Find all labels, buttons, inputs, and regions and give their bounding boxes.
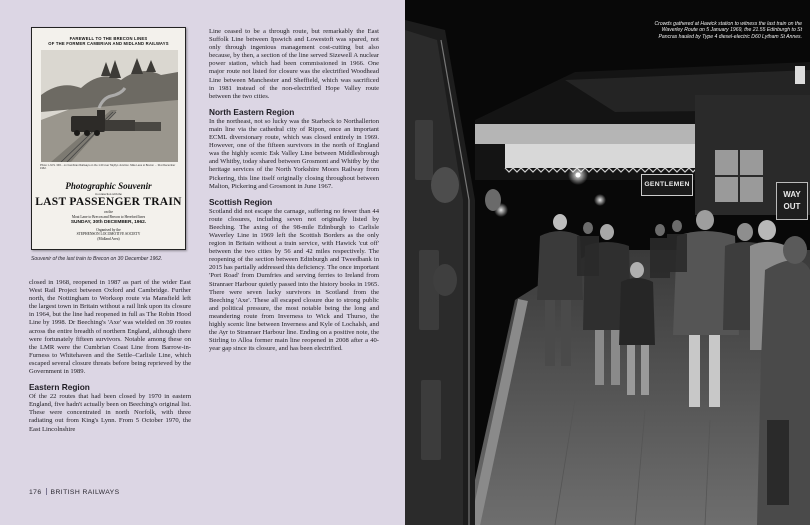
way-out-sign (776, 182, 808, 220)
body-paragraph: closed in 1968, reopened in 1987 as part of the wider East West Rail Project between Oxford and Cambridge. Further north, the Nottingham to Worksop route via Mansfield left the largest town in Britain without a rail link upon its closure in 1964, but the line had reopened in full as The Robin Hood Line by 1998. Dr Beeching's 'Axe' was wielded on 39 routes across the entire breadth of northern England, although there were fortunately fifteen survivors. Notable among these on the LMR were the Cumbrian Coast Line from Barrow-in-Furness to Whitehaven and the Settle–Carlisle Line, which escaped several closure threats before being reprieved by the Government in 1989. (29, 279, 191, 376)
poster-organiser-line: STEPHENSON LOCOMOTIVE SOCIETY (76, 232, 141, 237)
section-heading-eastern-region: Eastern Region (29, 382, 90, 393)
poster-route-line: Moat Lane to Brecon and Brecon to Hereford lines (71, 214, 146, 219)
way-out-sign-line: OUT (783, 202, 801, 211)
poster-souvenir-title: Photographic Souvenir (65, 181, 152, 191)
photo-caption: Crowds gathered at Hawick station to witness the last train on the Waverley Route on 5 January 1969, the 21.55 Edinburgh to St Pancras hauled by Type 4 diesel-electric D60 Lytham St Annes. (654, 21, 802, 40)
body-paragraph: Scotland did not escape the carnage, suffering no fewer than 44 route closures, including seven not originally listed by Beeching. The axing of the 98-mile Edinburgh to Carlisle Waverley Line in 1969 left the Scottish Borders as the only region in Britain without a train service, with Hawick 'cut off' between the two cities by 56 and 42 miles respectively. The reopening of the section between Edinburgh and Tweedbank in 2015 has partially addressed this deficiency. The once important 'Port Road' from Dumfries and serving ferries to Ireland from Stranraer Harbour quietly passed into the history books in 1965. There were seven lucky survivors in Scotland from the Beeching 'Axe'. These all escaped closure due to strong public and political pressure, the most notable being the long and meandering route from Inverness to Wick and Thurso, the highly scenic line between Inverness and Kyle of Lochalsh, and the Ayr to Stranraer Harbour line. Ending on a positive note, the Stirling to Alloa former main line reopened in 2008 after a 40-year gap since its closure, and has been electrified. (209, 207, 379, 353)
poster-date: SUNDAY, 30th DECEMBER, 1962. (70, 220, 147, 225)
poster-conjunction: in connection with the (95, 192, 122, 196)
souvenir-poster (31, 27, 186, 250)
poster-organiser-line: (Midland Area) (97, 236, 120, 241)
poster-organiser-line: Organised by the (96, 228, 121, 232)
poster-route (32, 210, 185, 219)
section-heading-scottish-region: Scottish Region (209, 196, 273, 207)
section-heading-north-eastern-region: North Eastern Region (209, 106, 295, 117)
folio-separator (46, 488, 47, 495)
text-column-left (29, 279, 191, 434)
poster-heading-line: OF THE FORMER CAMBRIAN AND MIDLAND RAILWAYS (48, 41, 169, 46)
text-column-right (209, 28, 379, 353)
body-paragraph: Line ceased to be a through route, but remarkably the East Suffolk Line between Ipswich and Lowestoft was spared, not only through ingenious management cost-cutting but also because, by then, a section of the line served Sizewell A nuclear power station, which had been commissioned in 1966. One major route not listed for closure was the electrified Woodhead Line between Manchester and Sheffield, which was sacrificed in 1981 instead of the non-electrified Hope Valley route between the two cities. (209, 28, 379, 100)
poster-organiser (32, 228, 185, 241)
gentlemen-sign: GENTLEMEN (641, 174, 693, 196)
poster-photo (41, 50, 178, 162)
running-title: BRITISH RAILWAYS (50, 489, 120, 496)
body-paragraph: In the northeast, not so lucky was the Starbeck to Northallerton main line via the cathedral city of Ripon, once an important ECML diversionary route, which was closed entirely in 1969. However, one of the fifteen survivors in the north of England was the highly scenic Esk Valley Line between Middlesbrough and Whitby, today shared between Grosmont and Whitby by the heritage services of the North Yorkshire Moors Railway from Pickering, this line itself originally closing throughout between Malton, Pickering and Grosmont in June 1967. (209, 117, 379, 190)
station-photo-graphic (405, 0, 810, 525)
poster-main-title: LAST PASSENGER TRAIN (35, 196, 182, 208)
station-photo (405, 0, 810, 525)
way-out-sign-line: WAY (783, 190, 801, 199)
poster-caption: Souvenir of the last train to Brecon on 30 December 1962. (31, 256, 163, 262)
page-number: 176 (29, 489, 42, 496)
poster-route-line: on the (104, 210, 113, 214)
body-paragraph: Of the 22 routes that had been closed by 1970 in eastern England, five hadn't actually been on Beeching's original list. These were concentrated in north Norfolk, with three radiating out from King's Lynn. From 5 October 1970, the East Lincolnshire (29, 393, 191, 433)
poster-photo-note: Photo: L.M.S. 3F0... on Cambrian Railways on the 1:40 over Talyllyn Junction. Mike Lane to Brecon ... 31st December 1962. (40, 164, 176, 171)
page-folio (29, 488, 120, 496)
poster-heading (38, 36, 179, 46)
poster-heading-line: FAREWELL TO THE BRECON LINES (69, 36, 148, 41)
